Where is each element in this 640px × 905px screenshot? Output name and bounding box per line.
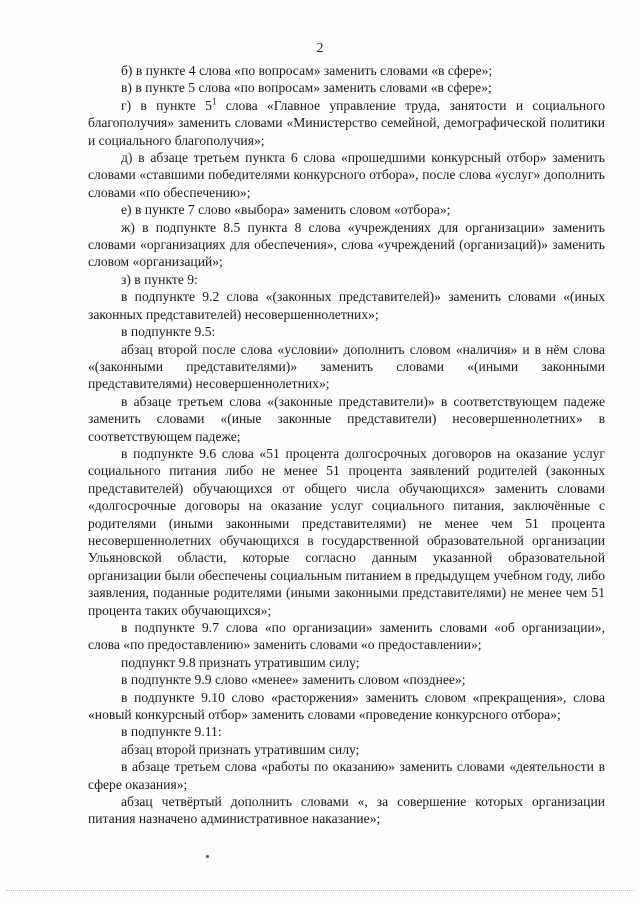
paragraph-9-11-third-clause: в абзаце третьем слова «работы по оказанию» заменить словами «деятельности в сфере оказания»; [88, 759, 605, 792]
paragraph-g-text-end: слова «Главное управление труда, занятости и социального благополучия» заменить словами «Министерство семейной, демографической политики и социального благополучия»; [88, 97, 606, 148]
paragraph-d: д) в абзаце третьем пункта 6 слова «прошедшими конкурсный отбор» заменить словами «ставшими победителями конкурсного отбора», после слова «услуг» дополнить словами «по обеспечению»; [88, 150, 605, 200]
paragraph-v: в) в пункте 5 слова «по вопросам» заменить словами «в сфере»; [121, 80, 492, 96]
paragraph-9-11-second-clause: абзац второй признать утратившим силу; [121, 741, 360, 757]
document-body [88, 62, 605, 828]
paragraph-9-5-second-clause: абзац второй после слова «условии» дополнить словом «наличия» и в нём слова «(законными представителями)» заменить словами «(иными законными представителями) несовершеннолетних»; [88, 341, 605, 392]
paragraph-subpoint-9-10: в подпункте 9.10 слово «расторжения» заменить словом «прекращения», слова «новый конкурсный отбор» заменить словами «проведение конкурсного отбора»; [88, 689, 605, 723]
page-number: 2 [316, 41, 324, 56]
paragraph-9-5-third-clause: в абзаце третьем слова «(законные представители)» в соответствующем падеже заменить словами «(иные законные представители) несовершеннолетних» в соответствующем падеже; [88, 393, 605, 444]
paragraph-g-superscript: 1 [211, 96, 217, 107]
scan-dot-mark [206, 855, 209, 858]
paragraph-subpoint-9-7: в подпункте 9.7 слова «по организации» заменить словами «об организации», слова «по предоставлению» заменить словами «о предоставлении»; [88, 620, 605, 653]
paragraph-subpoint-9-8: подпункт 9.8 признать утратившим силу; [121, 654, 360, 670]
paragraph-b: б) в пункте 4 слова «по вопросам» заменить словами «в сфере»; [121, 63, 493, 78]
paragraph-z: з) в пункте 9: [121, 271, 198, 287]
paragraph-e: е) в пункте 7 слово «выбора» заменить словом «отбора»; [121, 202, 451, 218]
paragraph-g-text-start: г) в пункте 5 [121, 97, 212, 113]
paragraph-g [88, 97, 605, 149]
paragraph-subpoint-9-5: в подпункте 9.5: [121, 324, 216, 340]
paragraph-subpoint-9-11: в подпункте 9.11: [121, 724, 222, 740]
paragraph-subpoint-9-2: в подпункте 9.2 слова «(законных представителей)» заменить словами «(иных законных представителей) несовершеннолетних»; [88, 289, 605, 322]
scan-bottom-edge [6, 890, 634, 891]
paragraph-subpoint-9-9: в подпункте 9.9 слово «менее» заменить словом «позднее»; [121, 672, 466, 688]
paragraph-zh: ж) в подпункте 8.5 пункта 8 слова «учреждениях для организации» заменить словами «организациях для обеспечения», слова «учреждений (организаций)» заменить словом «организаций»; [88, 219, 605, 270]
paragraph-9-11-fourth-clause: абзац четвёртый дополнить словами «, за совершение которых организации питания назначено административное наказание»; [88, 794, 605, 827]
paragraph-subpoint-9-6: в подпункте 9.6 слова «51 процента долгосрочных договоров на оказание услуг социального питания либо не менее 51 процента заявлений родителей (законных представителей) обучающихся от общего числа обучающихся» заменить словами «долгосрочные договоры на оказание услуг социального питания, заключённые с родителями (иными законными представителями) не менее чем 51 процента несовершеннолетних обучающихся в государственной образовательной организации Ульяновской области, которые согласно данным указанной образовательной организации были обеспечены социальным питанием в предыдущем учебном году, либо заявления, поданные родителями (иными законными представителями) не менее чем 51 процента таких обучающихся»; [88, 445, 605, 618]
